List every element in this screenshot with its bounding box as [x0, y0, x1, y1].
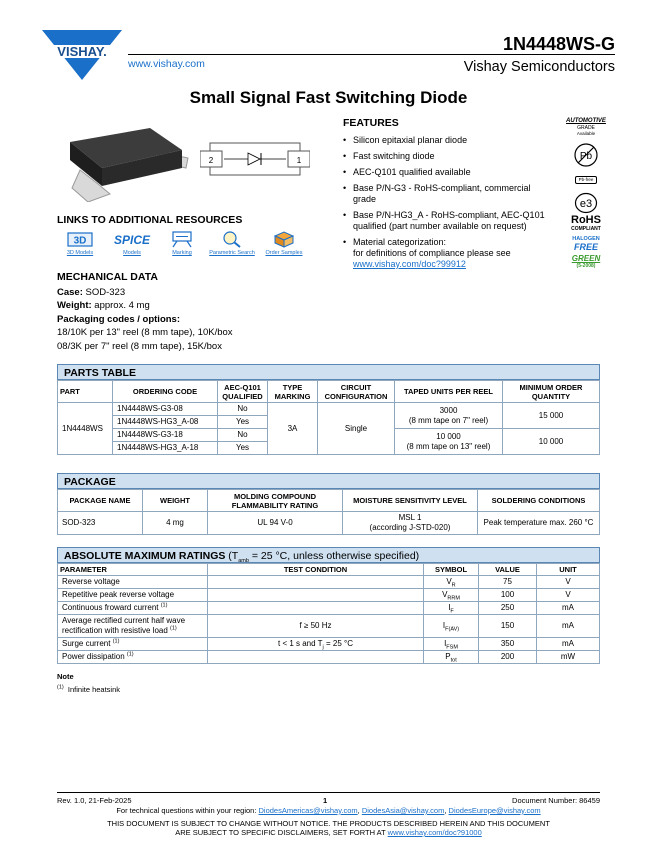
parts-table: PART ORDERING CODE AEC-Q101 QUALIFIED TYPE MARKING CIRCUIT CONFIGURATION TAPED UNITS PER REEL MINIMUM ORDER QUANTITY 1N4448WS 1N4448WS-G3-08 No 3A Single 3000 (8 mm tape on 7" reel) 15 000 1N4448WS-HG3_A-08 Yes 1N4448WS-G3-18 No 10 000 (8 mm tape on 13" reel) 10 000 1N4448WS-HG3_A-18 Yes	[57, 380, 600, 455]
table-row: Continuous froward current $^{(1)}$ $I_F$ 250 mA	[58, 602, 600, 615]
package-table-title: PACKAGE	[57, 473, 600, 489]
svg-text:e3: e3	[579, 198, 593, 210]
parametric-search-icon	[217, 230, 247, 248]
logo-text: VISHAY.	[57, 44, 107, 59]
automotive-badge: AUTOMOTIVE	[566, 118, 606, 124]
table-row: 1N4448WS-HG3_A-08 Yes	[58, 416, 600, 429]
header-divider	[128, 54, 615, 55]
company-name: Vishay Semiconductors	[463, 59, 615, 75]
resource-marking[interactable]: Marking	[157, 230, 207, 256]
table-row: Repetitive peak reverse voltage $V_{RRM}$ 100 V	[58, 589, 600, 602]
parts-table-title: PARTS TABLE	[57, 364, 600, 380]
document-number: Document Number: 86459	[512, 796, 600, 805]
resource-links	[57, 230, 317, 260]
footer-divider	[57, 792, 600, 793]
material-link[interactable]: www.vishay.com/doc?99912	[353, 259, 466, 269]
feature-item: • Silicon epitaxial planar diode	[343, 135, 551, 146]
features-title: FEATURES	[343, 117, 399, 129]
package-photo	[60, 122, 190, 202]
order-samples-icon	[269, 230, 299, 248]
resource-3d-models[interactable]: 3D 3D Models	[55, 230, 105, 256]
feature-item: • Fast switching diode	[343, 151, 551, 162]
ratings-table: PARAMETER TEST CONDITION SYMBOL VALUE UNIT Reverse voltage $V_R$ 75 V Repetitive peak reverse voltage $V_{RRM}$ 100 V Continuous froward current $^{(1)}$ $I_F$ 250 mA Average rectified current half wave rectification with resistive load $^{(1)}$ f ≥ 50 Hz $I_{F(AV)}$ 150 mA Surge current $^{(1)}$ t < 1 s and $T_j = 25$ °C $I_{FSM}$ 350 mA Power dissipation $^{(1)}$ $P_{tot}$ 200 mW	[57, 563, 600, 664]
compliance-badges: AUTOMOTIVE GRADE Available Pb Pb-free e3 RoHS COMPLIANT HALOGEN FREE GREEN (5-2008)	[556, 118, 616, 269]
feature-item: • Base P/N-HG3_A - RoHS-compliant, AEC-Q101 qualified (part number available on request)	[343, 210, 551, 232]
e3-icon	[574, 192, 598, 214]
svg-text:Pb: Pb	[579, 151, 593, 162]
svg-text:SPICE: SPICE	[113, 233, 151, 247]
ratings-table-title: ABSOLUTE MAXIMUM RATINGS ($T_{amb} = 25$ °C, unless otherwise specified)	[57, 547, 600, 563]
table-row: 1N4448WS-G3-18 No 10 000 (8 mm tape on 13" reel) 10 000	[58, 429, 600, 442]
email-americas-link[interactable]: DiodesAmericas@vishay.com	[258, 806, 358, 815]
table-row: Surge current $^{(1)}$ t < 1 s and $T_j = 25$ °C $I_{FSM}$ 350 mA	[58, 638, 600, 651]
rohs-badge: RoHS	[571, 214, 601, 226]
website-link[interactable]: www.vishay.com	[128, 58, 205, 70]
footer-contacts: For technical questions within your region: DiodesAmericas@vishay.com, DiodesAsia@vishay.com, DiodesEurope@vishay.com	[116, 806, 541, 815]
svg-text:3D: 3D	[73, 235, 87, 247]
table-row: Average rectified current half wave rectification with resistive load $^{(1)}$ f ≥ 50 Hz $I_{F(AV)}$ 150 mA	[58, 615, 600, 638]
footer-disclaimer: THIS DOCUMENT IS SUBJECT TO CHANGE WITHOUT NOTICE. THE PRODUCTS DESCRIBED HEREIN AND THIS DOCUMENT ARE SUBJECT TO SPECIFIC DISCLAIMERS, SET FORTH AT www.vishay.com/doc?91000	[107, 819, 550, 837]
resource-parametric-search[interactable]: Parametric Search	[207, 230, 257, 256]
features-section	[343, 117, 551, 275]
resource-models[interactable]: SPICE Models	[107, 230, 157, 256]
feature-item: • Base P/N-G3 - RoHS-compliant, commercial grade	[343, 183, 551, 205]
page-number: 1	[323, 796, 328, 805]
email-europe-link[interactable]: DiodesEurope@vishay.com	[448, 806, 541, 815]
ratings-table-section	[57, 547, 600, 664]
footer-revision: Rev. 1.0, 21-Feb-2025	[57, 796, 132, 805]
spice-icon	[110, 230, 154, 248]
table-row: SOD-323 4 mg UL 94 V-0 MSL 1 (according J-STD-020) Peak temperature max. 260 °C	[58, 512, 600, 535]
part-number: 1N4448WS-G	[502, 34, 615, 54]
parts-table-section	[57, 364, 600, 455]
links-section-title: LINKS TO ADDITIONAL RESOURCES	[57, 214, 243, 226]
feature-item-material: • Material categorization: for definitions of compliance please see www.vishay.com/doc?99912	[343, 237, 551, 270]
mechanical-title: MECHANICAL DATA	[57, 271, 158, 283]
document-title: Small Signal Fast Switching Diode	[189, 88, 468, 107]
packaging-line-2: 08/3K per 7" reel (8 mm tape), 15K/box	[57, 340, 222, 352]
vishay-logo	[42, 30, 122, 82]
resource-order-samples[interactable]: Order Samples	[259, 230, 309, 256]
disclaimer-link[interactable]: www.vishay.com/doc?91000	[387, 828, 482, 837]
table-note: Note $^{(1)}$ Infinite heatsink	[57, 672, 121, 694]
3d-models-icon	[65, 230, 95, 248]
pin-2-label: 2	[208, 156, 214, 165]
package-table-section	[57, 473, 600, 535]
package-table: PACKAGE NAME WEIGHT MOLDING COMPOUND FLAMMABILITY RATING MOISTURE SENSITIVITY LEVEL SOLDERING CONDITIONS SOD-323 4 mg UL 94 V-0 MSL 1 (according J-STD-020) Peak temperature max. 260 °C	[57, 489, 600, 535]
halogen-free-badge: HALOGEN	[572, 236, 600, 242]
marking-icon	[167, 230, 197, 248]
package-drawing	[200, 142, 310, 176]
email-asia-link[interactable]: DiodesAsia@vishay.com	[361, 806, 445, 815]
green-badge: GREEN	[571, 254, 601, 263]
table-row: 1N4448WS-HG3_A-18 Yes	[58, 442, 600, 455]
weight-line: Weight: approx. 4 mg	[57, 300, 150, 311]
table-row: 1N4448WS 1N4448WS-G3-08 No 3A Single 3000 (8 mm tape on 7" reel) 15 000	[58, 403, 600, 416]
pin-1-label: 1	[296, 156, 302, 165]
packaging-label: Packaging codes / options:	[57, 313, 180, 325]
packaging-line-1: 18/10K per 13" reel (8 mm tape), 10K/box	[57, 327, 233, 338]
table-row: Power dissipation $^{(1)}$ $P_{tot}$ 200 mW	[58, 651, 600, 664]
feature-item: • AEC-Q101 qualified available	[343, 167, 551, 178]
pb-free-icon	[573, 142, 599, 168]
mechanical-data	[57, 271, 327, 353]
case-line: Case: SOD-323	[57, 286, 126, 298]
page-header	[42, 30, 615, 82]
table-row: Reverse voltage $V_R$ 75 V	[58, 576, 600, 589]
